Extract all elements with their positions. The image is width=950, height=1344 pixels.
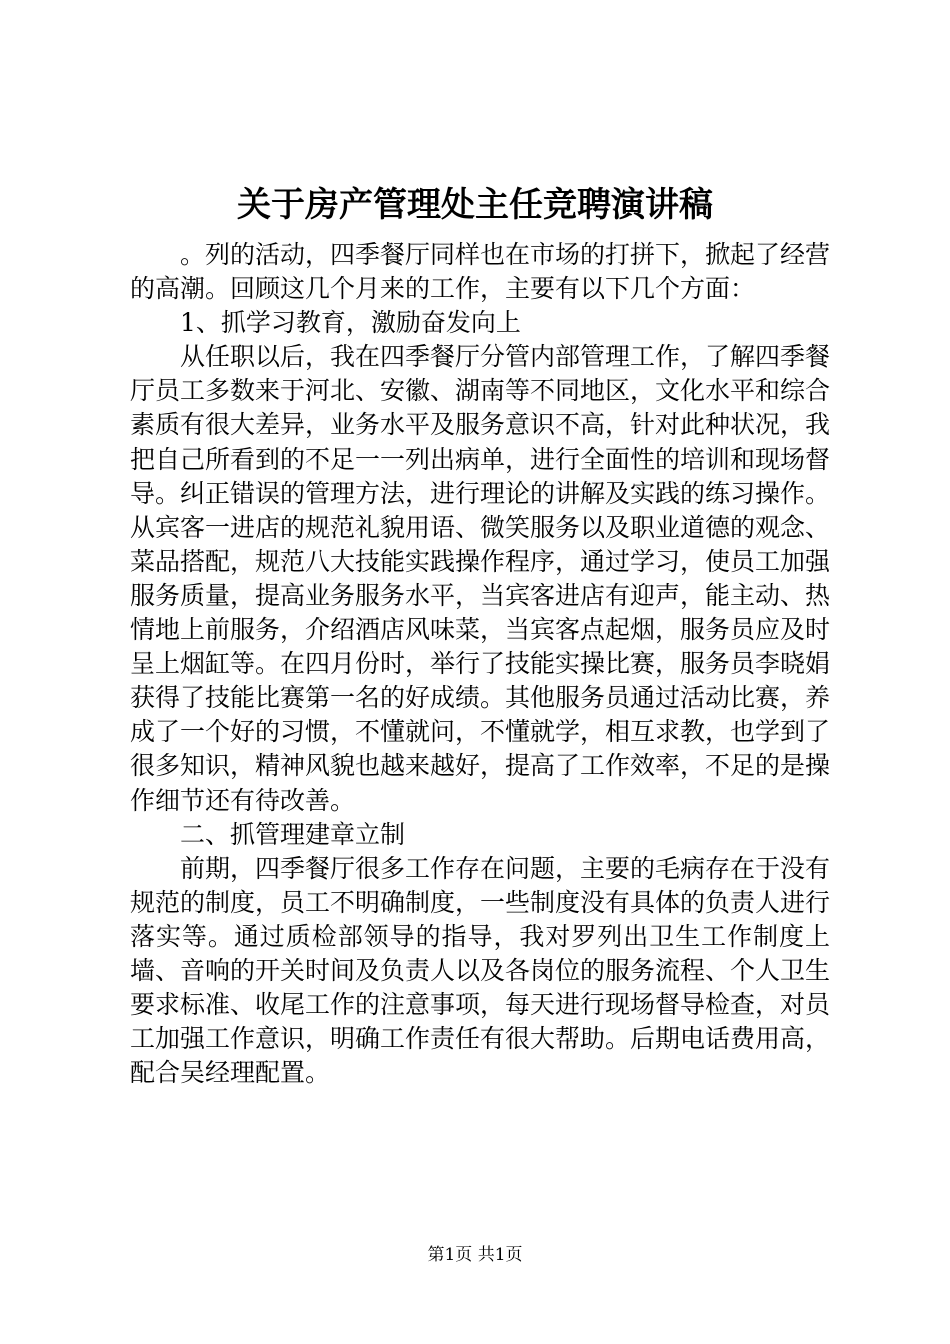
- paragraph-section-2: 前期，四季餐厅很多工作存在问题，主要的毛病存在于没有规范的制度，员工不明确制度，一些制度没有具体的负责人进行落实等。通过质检部领导的指导，我对罗列出卫生工作制度上墙、音响的开关时间及负责人以及各岗位的服务流程、个人卫生要求标准、收尾工作的注意事项，每天进行现场督导检查，对员工加强工作意识，明确工作责任有很大帮助。后期电话费用高，配合吴经理配置。: [130, 853, 831, 1088]
- paragraph-section-1: 从任职以后，我在四季餐厅分管内部管理工作，了解四季餐厅员工多数来于河北、安徽、湖南等不同地区，文化水平和综合素质有很大差异，业务水平及服务意识不高，针对此种状况，我把自己所看到的不足一一列出病单，进行全面性的培训和现场督导。纠正错误的管理方法，进行理论的讲解及实践的练习操作。从宾客一进店的规范礼貌用语、微笑服务以及职业道德的观念、菜品搭配，规范八大技能实践操作程序，通过学习，使员工加强服务质量，提高业务服务水平，当宾客进店有迎声，能主动、热情地上前服务，介绍酒店风味菜，当宾客点起烟，服务员应及时呈上烟缸等。在四月份时，举行了技能实操比赛，服务员李晓娟获得了技能比赛第一名的好成绩。其他服务员通过活动比赛，养成了一个好的习惯，不懂就问，不懂就学，相互求教，也学到了很多知识，精神风貌也越来越好，提高了工作效率，不足的是操作细节还有待改善。: [130, 342, 831, 815]
- document-title: 关于房产管理处主任竞聘演讲稿: [237, 185, 713, 225]
- section-heading-1: 1、抓学习教育，激励奋发向上: [180, 308, 521, 338]
- page-footer: 第1页 共1页: [427, 1245, 523, 1265]
- paragraph-intro: 。列的活动，四季餐厅同样也在市场的打拼下，掀起了经营的高潮。回顾这几个月来的工作，主要有以下几个方面：: [130, 240, 831, 304]
- document-body: [130, 238, 830, 1090]
- section-heading-2: 二、抓管理建章立制: [180, 819, 406, 849]
